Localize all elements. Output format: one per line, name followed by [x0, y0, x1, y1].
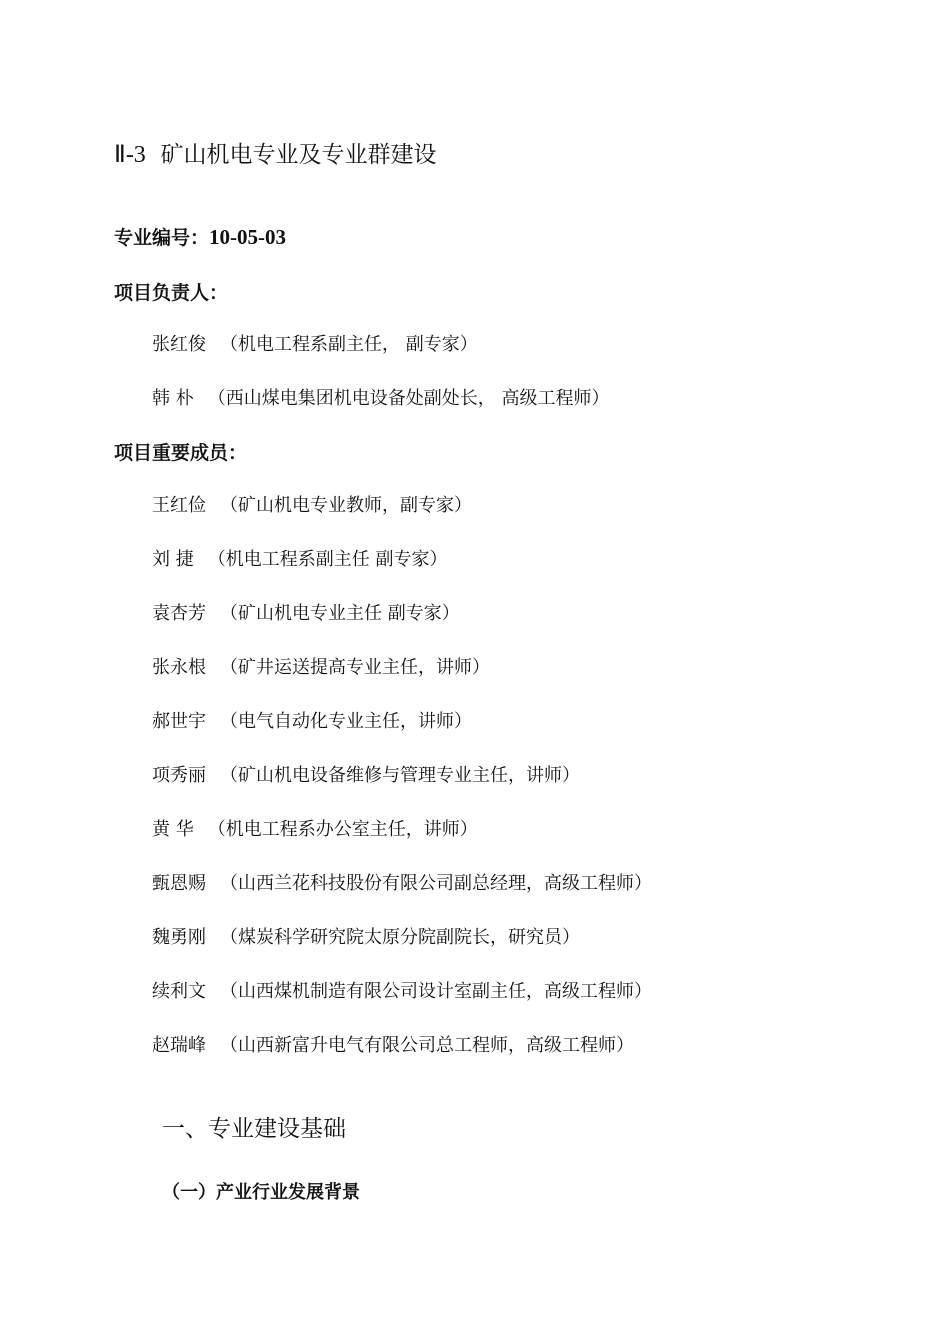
major-code-value: 10-05-03	[209, 225, 287, 249]
person-role: （山西兰花科技股份有限公司副总经理，高级工程师）	[220, 873, 652, 894]
member-item	[152, 983, 652, 1001]
person-role: （电气自动化专业主任，讲师）	[220, 711, 472, 732]
members-label: 项目重要成员：	[114, 442, 248, 464]
person-name: 续利文	[152, 981, 206, 1002]
member-item	[152, 713, 472, 731]
member-item	[152, 1037, 634, 1055]
member-item	[152, 767, 580, 785]
member-item	[152, 929, 580, 947]
person-role: （机电工程系副主任， 副专家）	[220, 334, 478, 355]
person-role: （矿山机电设备维修与管理专业主任，讲师）	[220, 765, 580, 786]
person-role: （矿山机电专业教师，副专家）	[220, 495, 472, 516]
person-role: （机电工程系办公室主任，讲师）	[207, 819, 478, 840]
person-role: （机电工程系副主任 副专家）	[207, 549, 448, 570]
person-role: （山西煤机制造有限公司设计室副主任，高级工程师）	[220, 981, 652, 1002]
person-role: （矿井运送提高专业主任，讲师）	[220, 657, 490, 678]
title-text: 矿山机电专业及专业群建设	[160, 142, 437, 168]
member-item	[152, 551, 447, 569]
member-item	[152, 821, 478, 839]
member-item	[152, 659, 490, 677]
person-name: 项秀丽	[152, 765, 206, 786]
leader-item	[152, 390, 609, 408]
person-role: （西山煤电集团机电设备处副处长， 高级工程师）	[207, 388, 610, 409]
person-name: 黄 华	[152, 819, 194, 840]
person-name: 赵瑞峰	[152, 1035, 206, 1056]
section-heading: 一、专业建设基础	[162, 1116, 346, 1142]
person-name: 郝世宇	[152, 711, 206, 732]
person-name: 刘 捷	[152, 549, 194, 570]
document-title	[114, 143, 436, 167]
member-item	[152, 875, 652, 893]
person-name: 王红俭	[152, 495, 206, 516]
leaders-label: 项目负责人：	[114, 282, 229, 304]
person-role: （矿山机电专业主任 副专家）	[220, 603, 460, 624]
person-name: 甄恩赐	[152, 873, 206, 894]
person-name: 韩 朴	[152, 388, 194, 409]
member-item	[152, 605, 460, 623]
person-name: 张永根	[152, 657, 206, 678]
person-name: 袁杏芳	[152, 603, 206, 624]
major-code	[114, 227, 286, 248]
member-item	[152, 497, 472, 515]
person-name: 魏勇刚	[152, 927, 206, 948]
person-role: （山西新富升电气有限公司总工程师，高级工程师）	[220, 1035, 634, 1056]
major-code-label: 专业编号：	[114, 227, 210, 249]
person-role: （煤炭科学研究院太原分院副院长，研究员）	[220, 927, 580, 948]
leader-item	[152, 336, 478, 354]
title-number: Ⅱ-3	[114, 142, 146, 168]
person-name: 张红俊	[152, 334, 206, 355]
subsection-heading: （一）产业行业发展背景	[162, 1182, 360, 1203]
